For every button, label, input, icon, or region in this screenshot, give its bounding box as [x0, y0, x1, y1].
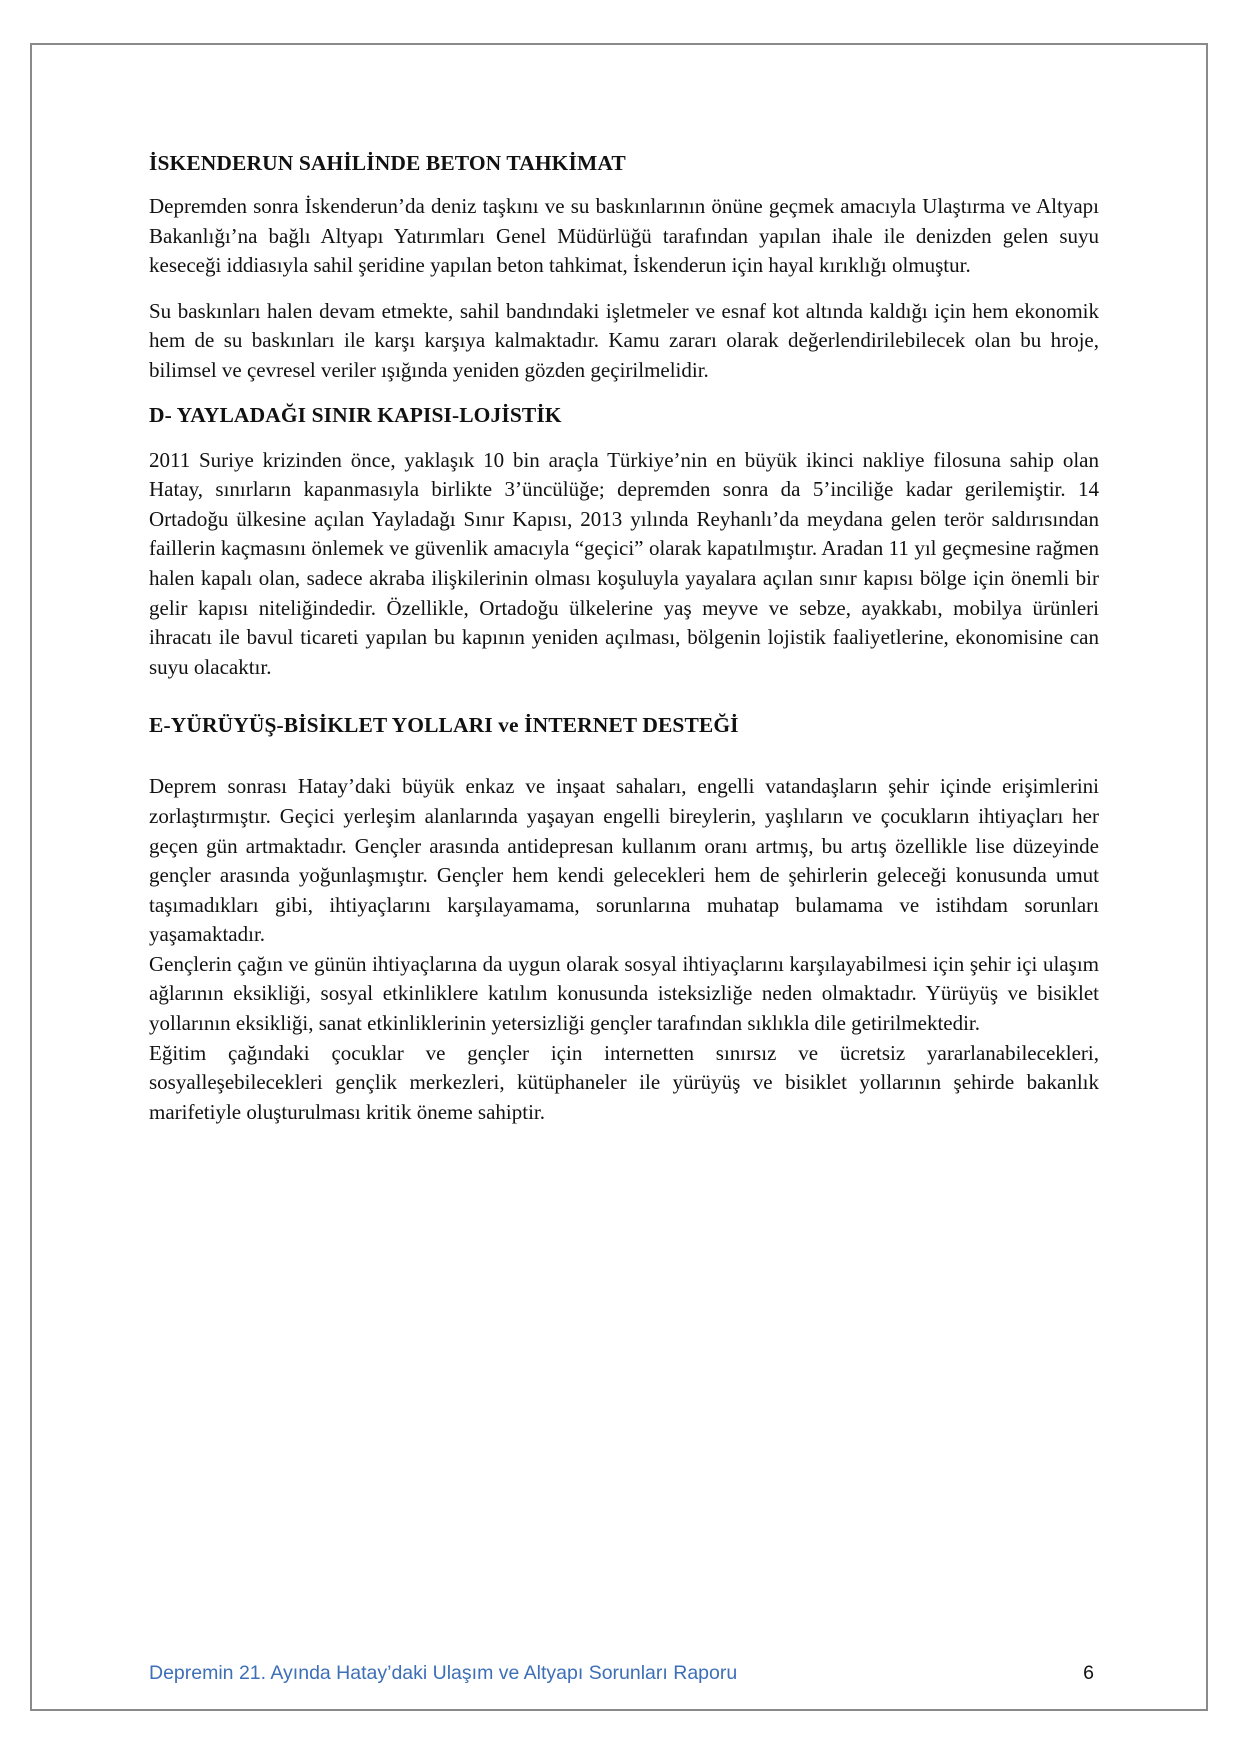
paragraph: Deprem sonrası Hatay’daki büyük enkaz ve inşaat sahaları, engelli vatandaşların şehir içinde erişimlerini zorlaştırmıştır. Geçici yerleşim alanlarında yaşayan engelli bireylerin, yaşlıların ve çocukların ihtiyaçları her geçen gün artmaktadır. Gençler arasında antidepresan kullanım oranı artmış, bu artış özellikle lise düzeyinde gençler arasında yoğunlaşmıştır. Gençler hem kendi gelecekleri hem de şehirlerin geleceği konusunda umut taşımadıkları gibi, ihtiyaçlarını karşılayamama, sorunlarına muhatap bulamama ve istihdam sorunları yaşamaktadır. [149, 774, 1099, 947]
page-number: 6 [1083, 1662, 1094, 1684]
paragraph: Depremden sonra İskenderun’da deniz taşkını ve su baskınlarının önüne geçmek amacıyla Ulaştırma ve Altyapı Bakanlığı’na bağlı Altyapı Yatırımları Genel Müdürlüğü tarafından yapılan ihale ile denizden gelen suyu keseceği iddiasıyla sahil şeridine yapılan beton tahkimat, İskenderun için hayal kırıklığı olmuştur. [149, 194, 1099, 278]
footer-report-title: Depremin 21. Ayında Hatay’daki Ulaşım ve Altyapı Sorunları Raporu [149, 1662, 738, 1684]
page-footer [149, 1658, 1099, 1688]
paragraph: 2011 Suriye krizinden önce, yaklaşık 10 bin araçla Türkiye’nin en büyük ikinci nakliye filosuna sahip olan Hatay, sınırların kapanmasıyla birlikte 3’üncülüğe; depremden sonra da 5’inciliğe kadar gerilemiştir. 14 Ortadoğu ülkesine açılan Yayladağı Sınır Kapısı, 2013 yılında Reyhanlı’da meydana gelen terör saldırısından faillerin kaçmasını önlemek ve güvenlik amacıyla “geçici” olarak kapatılmıştır. Aradan 11 yıl geçmesine rağmen halen kapalı olan, sadece akraba ilişkilerinin olması koşuluyla yayalara açılan sınır kapısı bölge için önemli bir gelir kapısı niteliğindedir. Özellikle, Ortadoğu ülkelerine yaş meyve ve sebze, ayakkabı, mobilya ürünleri ihracatı ile bavul ticareti yapılan bu kapının yeniden açılması, bölgenin lojistik faaliyetlerine, ekonomisine can suyu olacaktır. [149, 447, 1099, 679]
paragraph: Gençlerin çağın ve günün ihtiyaçlarına da uygun olarak sosyal ihtiyaçlarını karşılayabilmesi için şehir içi ulaşım ağlarının eksikliği, sosyal etkinliklere katılım konusunda isteksizliğe neden olmaktadır. Yürüyüş ve bisiklet yollarının eksikliği, sanat etkinliklerinin yetersizliği gençler tarafından sıklıkla dile getirilmektedir. [149, 951, 1099, 1036]
document-body [149, 148, 1099, 1127]
paragraph: Eğitim çağındaki çocuklar ve gençler için internetten sınırsız ve ücretsiz yararlanabilecekleri, sosyalleşebilecekleri gençlik merkezleri, kütüphaneler ile yürüyüş ve bisiklet yollarının şehirde bakanlık marifetiyle oluşturulması kritik öneme sahiptir. [149, 1040, 1099, 1124]
paragraph: Su baskınları halen devam etmekte, sahil bandındaki işletmeler ve esnaf kot altında kaldığı için hem ekonomik hem de su baskınları ile karşı karşıya kalmaktadır. Kamu zararı olarak değerlendirilebilecek olan bu hroje, bilimsel ve çevresel veriler ışığında yeniden gözden geçirilmelidir. [149, 298, 1099, 382]
section-heading-iskenderun: İSKENDERUN SAHİLİNDE BETON TAHKİMAT [149, 151, 626, 175]
section-heading-yuruyus-bisiklet: E-YÜRÜYÜŞ-BİSİKLET YOLLARI ve İNTERNET DESTEĞİ [149, 713, 739, 738]
section-heading-yayladagi: D- YAYLADAĞI SINIR KAPISI-LOJİSTİK [149, 402, 562, 427]
